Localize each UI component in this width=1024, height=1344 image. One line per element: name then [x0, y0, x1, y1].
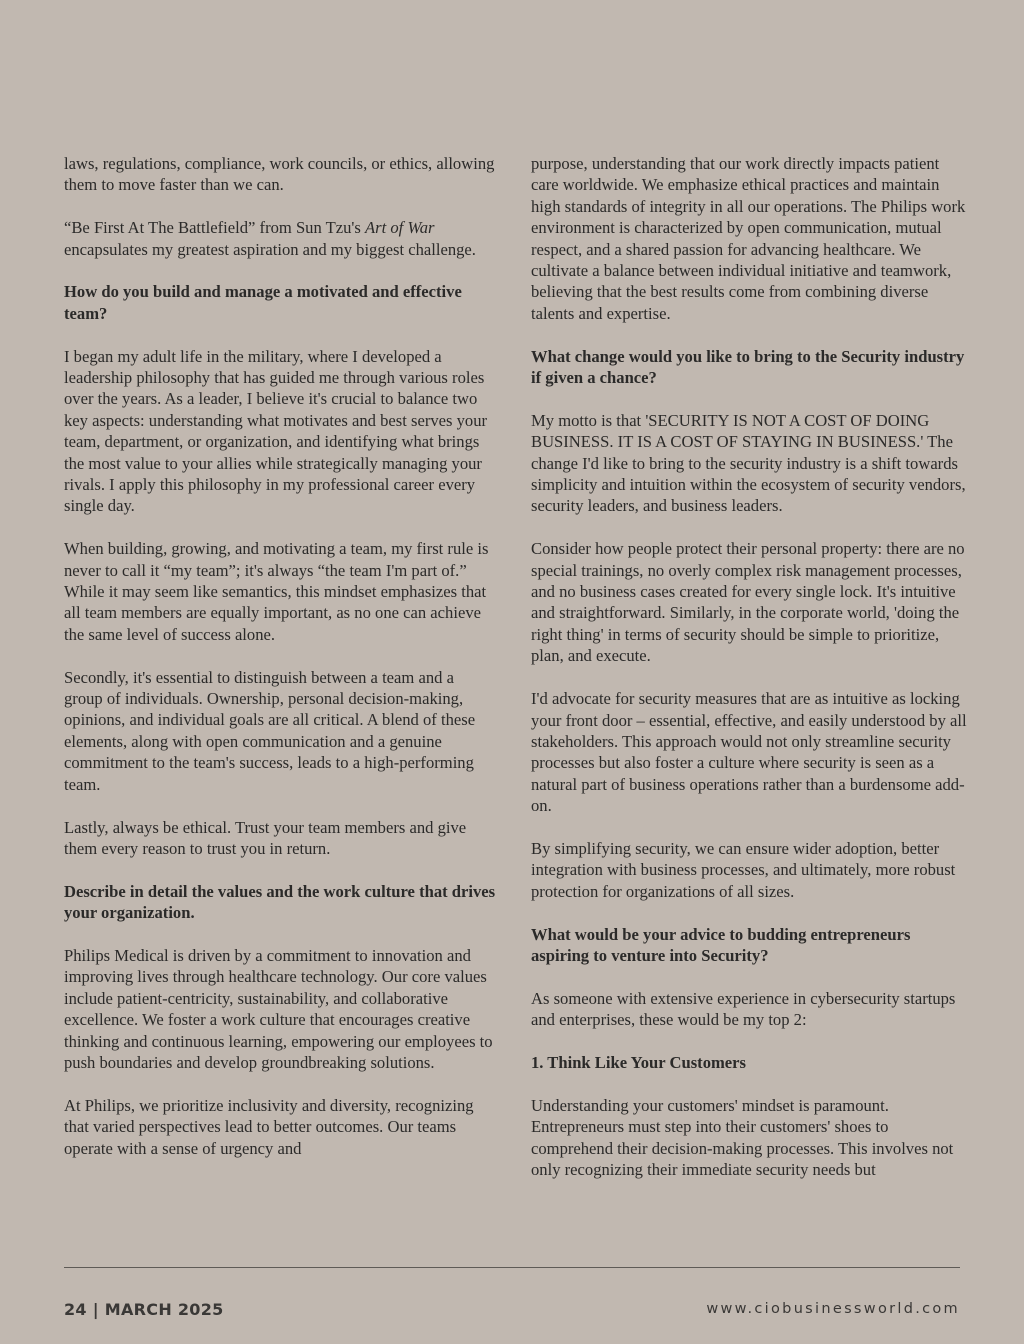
paragraph: Philips Medical is driven by a commitment to innovation and improving lives through healthcare technology. Our core values include patient-centricity, sustainability, and collaborative excellence. We foster a work culture that encourages creative thinking and continuous learning, empowering our employees to push boundaries and develop groundbreaking solutions.	[64, 945, 493, 1072]
paragraph: Secondly, it's essential to distinguish between a team and a group of individuals. Ownership, personal decision-making, opinions, and individual goals are all critical. A blend of these elements, along with open communication and a genuine commitment to the team's success, leads to a high-performing team.	[64, 667, 476, 794]
left-column	[64, 153, 496, 1180]
question-heading: What change would you like to bring to the Security industry if given a chance?	[531, 346, 965, 388]
right-column	[531, 153, 967, 1202]
question-heading: Describe in detail the values and the work culture that drives your organization.	[64, 881, 496, 923]
website-url: www.ciobusinessworld.com	[706, 1301, 960, 1317]
subheading: 1. Think Like Your Customers	[531, 1052, 746, 1072]
paragraph: When building, growing, and motivating a team, my first rule is never to call it “my team”; it's always “the team I'm part of.” While it may seem like semantics, this mindset emphasizes that all team members are equally important, as no one can achieve the same level of success alone.	[64, 539, 489, 644]
paragraph: laws, regulations, compliance, work councils, or ethics, allowing them to move faster than we can.	[64, 154, 495, 195]
paragraph: Lastly, always be ethical. Trust your team members and give them every reason to trust you in return.	[64, 817, 467, 858]
paragraph-text: encapsulates my greatest aspiration and my biggest challenge.	[64, 239, 476, 259]
paragraph: I began my adult life in the military, where I developed a leadership philosophy that has guided me through various roles over the years. As a leader, I believe it's crucial to balance two key aspects: understanding what motivates and best serves your team, department, or organization, and identifying what brings the most value to your allies while strategically managing your rivals. I apply this philosophy in my professional career every single day.	[64, 346, 488, 516]
page-number-date: 24 | MARCH 2025	[64, 1300, 224, 1319]
question-heading: What would be your advice to budding entrepreneurs aspiring to venture into Security?	[531, 924, 911, 965]
paragraph: Understanding your customers' mindset is paramount. Entrepreneurs must step into their customers' shoes to comprehend their decision-making processes. This involves not only recognizing their immediate security needs but	[531, 1095, 954, 1179]
paragraph: By simplifying security, we can ensure wider adoption, better integration with business processes, and ultimately, more robust protection for organizations of all sizes.	[531, 838, 956, 901]
question-heading: How do you build and manage a motivated and effective team?	[64, 282, 462, 323]
paragraph: At Philips, we prioritize inclusivity and diversity, recognizing that varied perspectives lead to better outcomes. Our teams operate with a sense of urgency and	[64, 1095, 474, 1158]
paragraph: purpose, understanding that our work directly impacts patient care worldwide. We emphasize ethical practices and maintain high standards of integrity in all our operations. The Philips work environment is characterized by open communication, mutual respect, and a shared passion for advancing healthcare. We cultivate a balance between individual initiative and teamwork, believing that the best results come from combining diverse talents and expertise.	[531, 154, 966, 323]
paragraph: As someone with extensive experience in cybersecurity startups and enterprises, these would be my top 2:	[531, 988, 956, 1030]
paragraph: I'd advocate for security measures that are as intuitive as locking your front door – essential, effective, and easily understood by all stakeholders. This approach would not only streamline security processes but also foster a culture where security is seen as a natural part of business operations rather than a burdensome add-on.	[531, 689, 967, 816]
paragraph: My motto is that 'SECURITY IS NOT A COST OF DOING BUSINESS. IT IS A COST OF STAYING IN BUSINESS.' The change I'd like to bring to the security industry is a shift towards simplicity and intuition within the ecosystem of security vendors, security leaders, and business leaders.	[531, 410, 966, 516]
paragraph: Consider how people protect their personal property: there are no special trainings, no overly complex risk management processes, and no business cases created for every single lock. It's intuitive and straightforward. Similarly, in the corporate world, 'doing the right thing' in terms of security should be simple to prioritize, plan, and execute.	[531, 539, 965, 666]
paragraph-text: “Be First At The Battlefield” from Sun Tzu's	[64, 218, 366, 238]
paragraph-sun-tzu-quote	[64, 217, 496, 260]
book-title: Art of War	[365, 218, 435, 238]
footer-divider	[64, 1267, 960, 1268]
